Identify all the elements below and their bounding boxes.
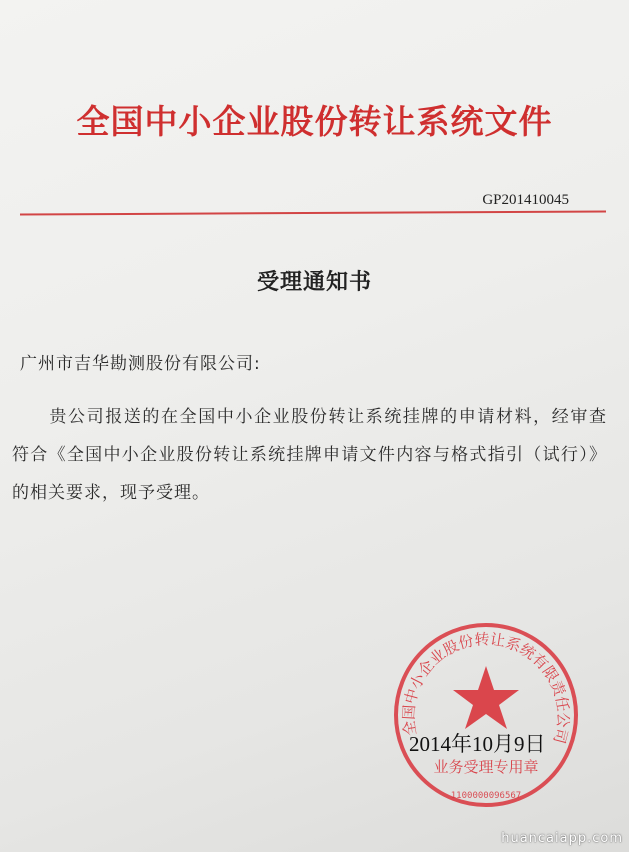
seal-inner-text: 业务受理专用章: [433, 758, 539, 776]
site-watermark: huancaiapp.com: [501, 831, 623, 846]
seal-graphic: [391, 620, 581, 810]
notice-body: 贵公司报送的在全国中小企业股份转让系统挂牌的申请材料，经审查符合《全国中小企业股份转让系统挂牌申请文件内容与格式指引（试行）》的相关要求，现予受理。: [12, 407, 607, 503]
document-number: GP201410045: [482, 192, 569, 208]
seal-outer-text: 全国中小企业股份转让系统有限责任公司: [399, 630, 573, 746]
addressee: 广州市吉华勘测股份有限公司:: [20, 354, 261, 374]
notice-title: 受理通知书: [256, 269, 372, 295]
official-seal: [391, 620, 581, 810]
seal-serial: 1100000096567: [450, 791, 522, 801]
header-red-rule: [20, 210, 606, 215]
seal-star-icon: [453, 666, 519, 729]
issue-date: 2014年10月9日: [409, 732, 546, 756]
document-header-title: 全国中小企业股份转让系统文件: [76, 102, 553, 141]
